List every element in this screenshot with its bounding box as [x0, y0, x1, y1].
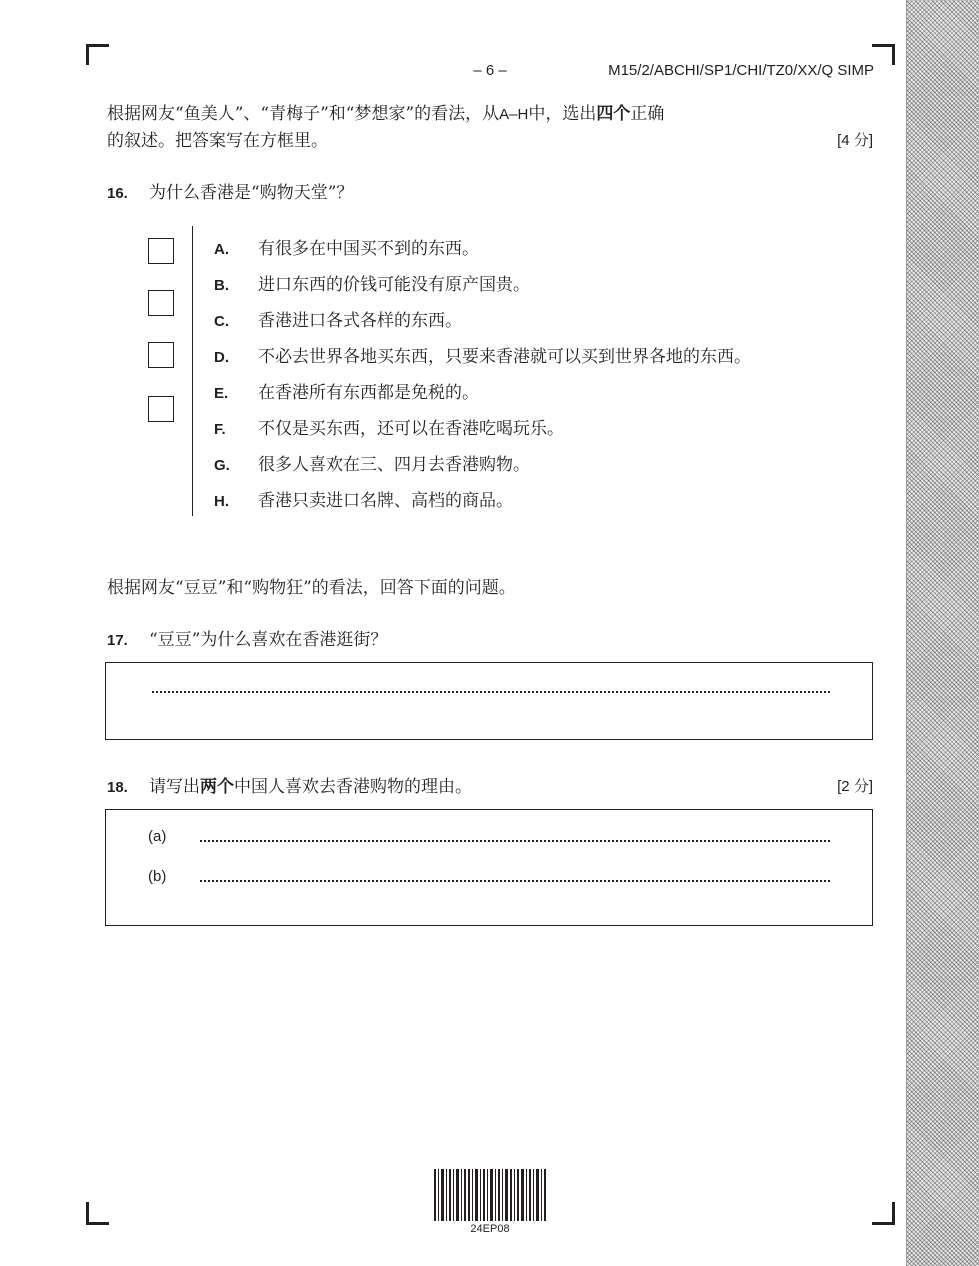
- part-b-label: (b): [148, 868, 167, 885]
- part-a-label: (a): [148, 828, 167, 845]
- option-e: [214, 378, 479, 403]
- corner-mark-top-right: [872, 44, 895, 65]
- corner-mark-top-left: [86, 44, 109, 65]
- option-b: [214, 270, 530, 295]
- option-text: 有很多在中国买不到的东西。: [258, 239, 479, 259]
- question-18-text-a: 请写出: [149, 777, 200, 797]
- option-letter: G.: [214, 457, 230, 474]
- question-16-text: 为什么香港是“购物天堂”？: [149, 183, 354, 203]
- paper-code: M15/2/ABCHI/SP1/CHI/TZ0/XX/Q SIMP: [608, 62, 874, 79]
- answer-line-a[interactable]: [200, 840, 830, 842]
- marks-q16: [4 分]: [837, 132, 873, 149]
- question-16-number: 16.: [107, 185, 128, 202]
- question-18-text-b: 中国人喜欢去香港购物的理由。: [234, 777, 472, 797]
- option-text: 香港只卖进口名牌、高档的商品。: [258, 491, 513, 511]
- instruction-bold: 四个: [596, 104, 631, 124]
- option-letter: B.: [214, 277, 229, 294]
- option-text: 不仅是买东西，还可以在香港吃喝玩乐。: [258, 419, 564, 439]
- option-g: [214, 450, 530, 475]
- instruction: [107, 101, 873, 154]
- option-text: 进口东西的价钱可能没有原产国贵。: [258, 275, 530, 295]
- corner-mark-bottom-left: [86, 1202, 109, 1225]
- instruction-range: A–H: [499, 106, 529, 123]
- options-divider: [192, 226, 193, 516]
- instruction-line-2: [107, 128, 873, 154]
- option-f: [214, 414, 564, 439]
- question-17-number: 17.: [107, 632, 128, 649]
- option-a: [214, 234, 479, 259]
- option-text: 香港进口各式各样的东西。: [258, 311, 462, 331]
- barcode-text: 24EP08: [470, 1223, 510, 1235]
- answer-box-4[interactable]: [148, 396, 174, 422]
- answer-line-b[interactable]: [200, 880, 830, 882]
- section-2-instruction: 根据网友“豆豆”和“购物狂”的看法，回答下面的问题。: [107, 578, 516, 598]
- answer-box-1[interactable]: [148, 238, 174, 264]
- instruction-text-c: 正确: [630, 104, 665, 124]
- answer-box-3[interactable]: [148, 342, 174, 368]
- option-text: 很多人喜欢在三、四月去香港购物。: [258, 455, 530, 475]
- question-16: [107, 178, 353, 203]
- corner-mark-bottom-right: [872, 1202, 895, 1225]
- option-d: [214, 342, 751, 367]
- instruction-text-d: 的叙述。把答案写在方框里。: [107, 131, 328, 151]
- option-letter: H.: [214, 493, 229, 510]
- answer-box-q17[interactable]: [105, 662, 873, 740]
- option-c: [214, 306, 462, 331]
- question-18: [107, 772, 873, 797]
- page-number: – 6 –: [473, 62, 507, 79]
- question-18-bold: 两个: [200, 777, 234, 797]
- answer-box-q18[interactable]: [105, 809, 873, 926]
- option-letter: E.: [214, 385, 229, 402]
- question-18-number: 18.: [107, 779, 128, 796]
- margin-strip: [906, 0, 979, 1266]
- instruction-text-b: 中，选出: [528, 104, 597, 124]
- answer-line-q17[interactable]: [152, 691, 830, 693]
- question-17: [107, 625, 387, 650]
- option-letter: C.: [214, 313, 229, 330]
- barcode: [434, 1169, 546, 1221]
- marks-q18: [2 分]: [837, 778, 873, 795]
- answer-box-2[interactable]: [148, 290, 174, 316]
- option-letter: A.: [214, 241, 229, 258]
- option-h: [214, 486, 513, 511]
- instruction-text-a: 根据网友“鱼美人”、“青梅子”和“梦想家”的看法，从: [107, 104, 500, 124]
- instruction-line-1: [107, 101, 873, 128]
- option-text: 不必去世界各地买东西，只要来香港就可以买到世界各地的东西。: [258, 347, 751, 367]
- option-letter: D.: [214, 349, 229, 366]
- option-text: 在香港所有东西都是免税的。: [258, 383, 479, 403]
- option-letter: F.: [214, 421, 226, 438]
- question-17-text: “豆豆”为什么喜欢在香港逛街？: [149, 630, 388, 650]
